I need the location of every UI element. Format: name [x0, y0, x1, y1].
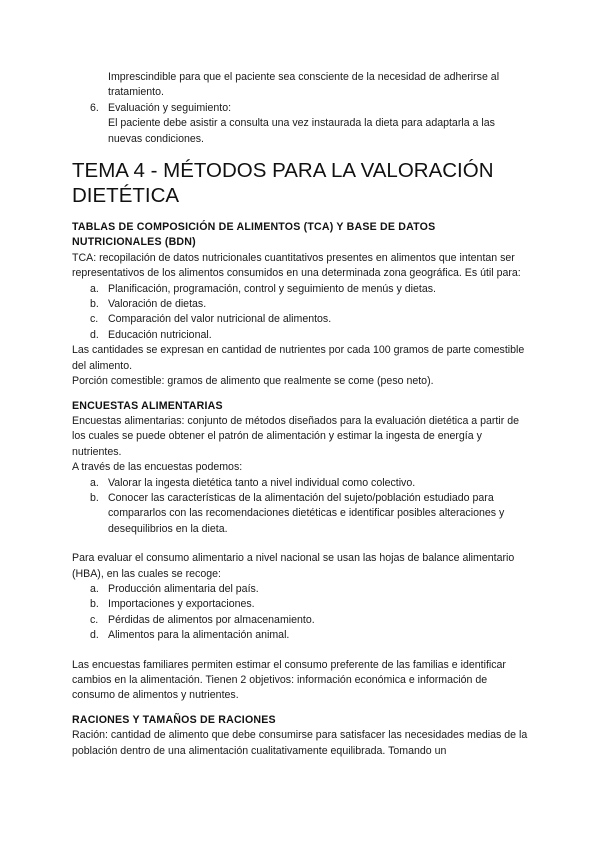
list-item-text: Valoración de dietas. [108, 298, 207, 311]
paragraph: Encuestas alimentarias: conjunto de métodos diseñados para la evaluación dietética a partir de los cuales se puede obtener el patrón de alimentación y estimar la ingesta de energía y nutrientes. [72, 414, 519, 458]
paragraph: Las cantidades se expresan en cantidad de nutrientes por cada 100 gramos de parte comestible del alimento. [72, 344, 525, 372]
list-marker: b. [90, 298, 99, 311]
paragraph: Porción comestible: gramos de alimento que realmente se come (peso neto). [72, 375, 434, 388]
section-heading-raciones: RACIONES Y TAMAÑOS DE RACIONES [72, 713, 276, 726]
list-item-text: Importaciones y exportaciones. [108, 598, 255, 611]
list-item [72, 597, 528, 612]
paragraph: TCA: recopilación de datos nutricionales cuantitativos presentes en alimentos que intentan ser representativos de los alimentos consumidos en una determinada zona geográfica. Es útil para: [72, 251, 521, 280]
list-marker: b. [90, 598, 99, 611]
spacer [72, 537, 528, 551]
item-number: 6. [90, 101, 99, 114]
numbered-item-6 [72, 101, 528, 147]
list-item [72, 613, 528, 628]
section-heading-encuestas: ENCUESTAS ALIMENTARIAS [72, 399, 223, 412]
list-item-text: Producción alimentaria del país. [108, 582, 259, 595]
item-body: El paciente debe asistir a consulta una vez instaurada la dieta para adaptarla a las nuevas condiciones. [108, 117, 495, 145]
list-continuation: Imprescindible para que el paciente sea consciente de la necesidad de adherirse al tratamiento. [108, 71, 500, 99]
list-item [72, 491, 528, 537]
paragraph: Las encuestas familiares permiten estimar el consumo preferente de las familias e identificar cambios en la alimentación. Tienen 2 objetivos: información económica e información de consumo de alimentos y nutrientes. [72, 658, 506, 702]
list-item [72, 297, 528, 312]
section-heading-tca: TABLAS DE COMPOSICIÓN DE ALIMENTOS (TCA) Y BASE DE DATOS NUTRICIONALES (BDN) [72, 221, 436, 249]
list-marker: a. [90, 582, 99, 595]
encuestas-list [72, 476, 528, 538]
list-marker: b. [90, 491, 99, 504]
hba-list [72, 582, 528, 644]
item-title: Evaluación y seguimiento: [108, 101, 232, 114]
list-marker: d. [90, 328, 99, 341]
paragraph: Para evaluar el consumo alimentario a nivel nacional se usan las hojas de balance alimentario (HBA), en las cuales se recoge: [72, 552, 515, 580]
list-item-text: Planificación, programación, control y seguimiento de menús y dietas. [108, 282, 436, 295]
list-marker: c. [90, 613, 99, 626]
list-item [72, 628, 528, 643]
list-item-text: Pérdidas de alimentos por almacenamiento. [108, 613, 315, 626]
document-page [72, 70, 528, 759]
tca-list [72, 282, 528, 344]
list-item [72, 282, 528, 297]
list-marker: c. [90, 313, 99, 326]
list-item-text: Valorar la ingesta dietética tanto a nivel individual como colectivo. [108, 476, 416, 489]
list-marker: a. [90, 476, 99, 489]
list-item [72, 328, 528, 343]
paragraph: A través de las encuestas podemos: [72, 461, 243, 474]
list-marker: d. [90, 629, 99, 642]
chapter-title: TEMA 4 - MÉTODOS PARA LA VALORACIÓN DIETÉTICA [72, 159, 494, 208]
list-item [72, 476, 528, 491]
list-item [72, 312, 528, 327]
list-item-text: Conocer las características de la alimentación del sujeto/población estudiado para compararlos con las recomendaciones dietéticas e identificar posibles alteraciones y desequilibrios en la dieta. [108, 491, 505, 535]
list-item-text: Alimentos para la alimentación animal. [108, 629, 290, 642]
paragraph: Ración: cantidad de alimento que debe consumirse para satisfacer las necesidades medias de la población dentro de una alimentación cualitativamente equilibrada. Tomando un [72, 729, 528, 757]
list-item-text: Comparación del valor nutricional de alimentos. [108, 313, 332, 326]
list-item-text: Educación nutricional. [108, 328, 212, 341]
list-marker: a. [90, 282, 99, 295]
spacer [72, 644, 528, 658]
list-item [72, 582, 528, 597]
